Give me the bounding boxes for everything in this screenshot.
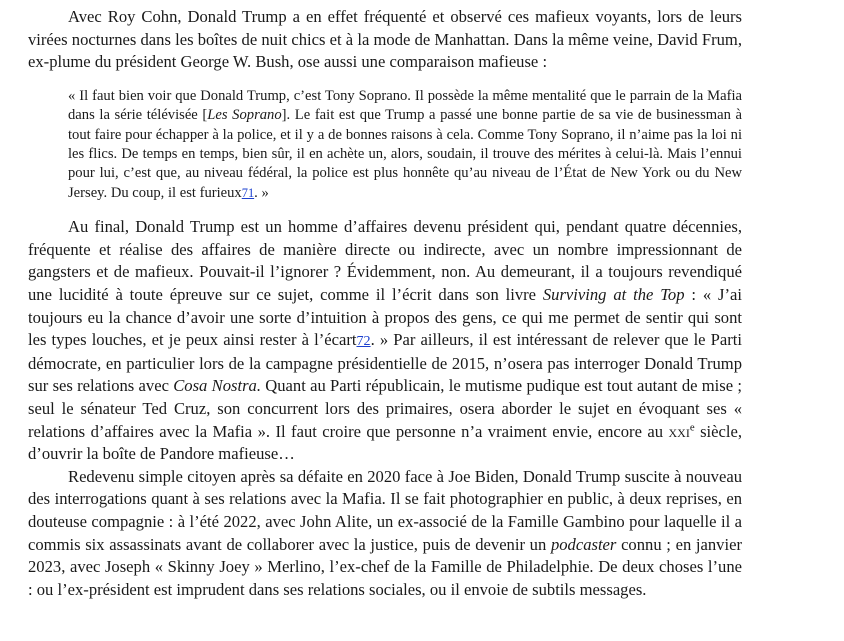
century-superscript: e <box>689 421 695 434</box>
paragraph-2-text-a: Au final, Donald Trump est un homme d’affaires devenu président qui, pendant quatre décennies, fréquente et réalise des affaires de manière directe ou indirecte, avec un nombre impressionnant de gangsters et de mafieux. Pouvait-il l’ignorer ? Évidemment, non. Au demeurant, il a toujours revendiqué une lucidité à toute épreuve sur ce sujet, comme il l’écrit dans son livre <box>28 217 742 304</box>
paragraph-1-text: Avec Roy Cohn, Donald Trump a en effet fréquenté et observé ces mafieux voyants, lors de leurs virées nocturnes dans les boîtes de nuit chics et à la mode de Manhattan. Dans la même veine, David Frum, ex-plume du président George W. Bush, ose aussi une comparaison mafieuse : <box>28 7 742 72</box>
paragraph-2-text-c: . » Par ailleurs, il est intéressant de relever que le Parti démocrate, en particulier lors de la campagne présidentielle de 2015, n’osera pas interroger Donald Trump sur ses relations avec <box>28 330 743 396</box>
block-quote-frum <box>68 87 742 203</box>
paragraph-au-final <box>28 216 742 466</box>
book-title: Surviving at the Top <box>542 285 685 304</box>
paragraph-3-text-a: Redevenu simple citoyen après sa défaite en 2020 face à Joe Biden, Donald Trump suscite à nouveau des interrogations quant à ses relations avec la Mafia. Il se fait photographier en public, à deux reprises, en douteuse compagnie : à l’été 2022, avec John Alite, un ex-associé de la Famille Gambino pour laquelle il a commis six assassinats avant de collaborer avec la justice, puis de devenir un <box>28 466 742 554</box>
paragraph-3-text-b: connu ; en janvier 2023, avec Joseph « Skinny Joey » Merlino, l’ex-chef de la Famille de Philadelphie. De deux choses l’une : ou l’ex-président est imprudent dans ses relations sociales, ou il envoie de subtils messages. <box>28 534 742 599</box>
quote-series-title: Les Soprano <box>207 107 282 124</box>
paragraph-2-text-e: siècle, d’ouvrir la boîte de Pandore mafieuse… <box>28 421 742 464</box>
footnote-link-71[interactable]: 71 <box>241 185 255 200</box>
paragraph-roy-cohn <box>28 6 742 74</box>
footnote-link-72[interactable]: 72 <box>356 333 371 350</box>
paragraph-2-text-d: Quant au Parti républicain, le mutisme pudique est tout autant de mise ; seul le sénateur Ted Cruz, son concurrent lors des primaires, osera aborder le sujet en évoquant ses « relations d’affaires avec la Mafia ». Il faut croire que personne n’a vraiment envie, encore au <box>28 376 742 441</box>
paragraph-2-text-b: : « J’ai toujours eu la chance d’avoir une sorte d’intuition à propos des gens, ce qui me permet de sentir qui sont les types louches, et je peux ainsi rester à l’écart <box>28 285 742 350</box>
century-numeral: xxi <box>668 421 690 441</box>
cosa-nostra-term: Cosa Nostra. <box>173 376 261 396</box>
quote-text-main: ]. Le fait est que Trump a passé une bonne partie de sa vie de businessman à tout faire pour échapper à la police, et il y a de bonnes raisons à cela. Comme Tony Soprano, il n’aime pas la loi ni les flics. De temps en temps, bien sûr, il en achète un, alors, soudain, il trouve des mérites à celui-là. Mais l’ennui pour lui, c’est que, au niveau fédéral, la police est plus honnête qu’au niveau de l’État de New York ou du New Jersey. Du coup, il est furieux <box>68 107 742 201</box>
paragraph-redevenu <box>28 466 742 602</box>
document-page <box>28 6 742 601</box>
quote-text-end: . » <box>254 184 269 201</box>
quote-text-start: « Il faut bien voir que Donald Trump, c’est Tony Soprano. Il possède la même mentalité que le parrain de la Mafia dans la série télévisée [ <box>68 87 742 124</box>
podcaster-term: podcaster <box>550 534 617 554</box>
